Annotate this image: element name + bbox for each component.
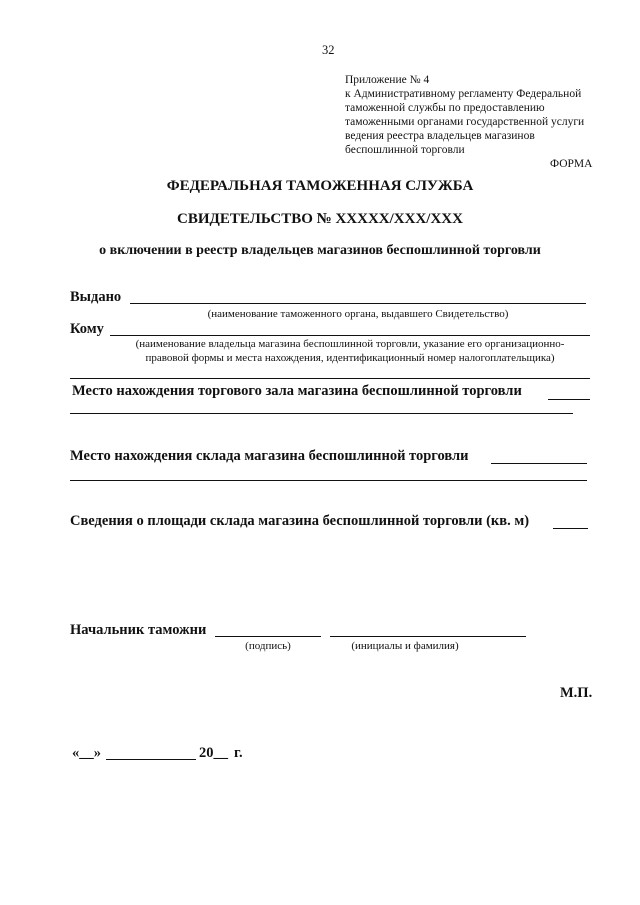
- form-label: ФОРМА: [550, 158, 593, 170]
- to-caption: [110, 337, 590, 365]
- warehouse-location-line-1[interactable]: [491, 463, 587, 464]
- warehouse-location-label: Место нахождения склада магазина беспошлинной торговли: [70, 448, 469, 464]
- certificate-subtitle: о включении в реестр владельцев магазинов беспошлинной торговли: [99, 243, 541, 258]
- to-caption-line-2: правовой формы и места нахождения, идентификационный номер налогоплательщика): [145, 352, 555, 364]
- date-year-suffix: г.: [234, 745, 243, 761]
- appendix-line-4: таможенными органами государственной услуги: [345, 116, 585, 128]
- hall-location-line-2[interactable]: [70, 413, 573, 414]
- appendix-line-5: ведения реестра владельцев магазинов: [345, 130, 535, 142]
- appendix-line-6: беспошлинной торговли: [345, 144, 465, 156]
- to-field-line-2[interactable]: [70, 378, 590, 379]
- date-month-line[interactable]: [106, 759, 196, 760]
- name-line[interactable]: [330, 636, 526, 637]
- agency-title: ФЕДЕРАЛЬНАЯ ТАМОЖЕННАЯ СЛУЖБА: [166, 178, 474, 194]
- warehouse-location-line-2[interactable]: [70, 480, 587, 481]
- to-label: Кому: [70, 321, 104, 337]
- to-field-line[interactable]: [110, 335, 590, 336]
- issued-caption: (наименование таможенного органа, выдавшего Свидетельство): [207, 308, 509, 320]
- appendix-line-2: к Административному регламенту Федеральной: [345, 88, 582, 100]
- hall-location-line-1[interactable]: [548, 399, 590, 400]
- issued-label: Выдано: [70, 289, 122, 305]
- appendix-line-1: Приложение № 4: [345, 74, 430, 86]
- name-caption: (инициалы и фамилия): [351, 640, 459, 652]
- signature-caption: (подпись): [245, 640, 291, 652]
- date-day: «__»: [72, 745, 101, 761]
- appendix-line-3: таможенной службы по предоставлению: [345, 102, 545, 114]
- certificate-title: СВИДЕТЕЛЬСТВО № XXXXX/XXX/XXX: [177, 211, 463, 227]
- hall-location-label: Место нахождения торгового зала магазина беспошлинной торговли: [72, 383, 522, 399]
- to-caption-line-1: (наименование владельца магазина беспошлинной торговли, указание его организационно-: [135, 338, 565, 350]
- date-year: 20__: [199, 745, 228, 761]
- appendix-block: [345, 73, 584, 157]
- seal-placeholder: М.П.: [560, 685, 593, 701]
- page-number: 32: [322, 43, 335, 57]
- warehouse-area-label: Сведения о площади склада магазина беспошлинной торговли (кв. м): [70, 513, 530, 529]
- chief-label: Начальник таможни: [70, 622, 207, 638]
- warehouse-area-line[interactable]: [553, 528, 588, 529]
- signature-line[interactable]: [215, 636, 321, 637]
- issued-field-line[interactable]: [130, 303, 586, 304]
